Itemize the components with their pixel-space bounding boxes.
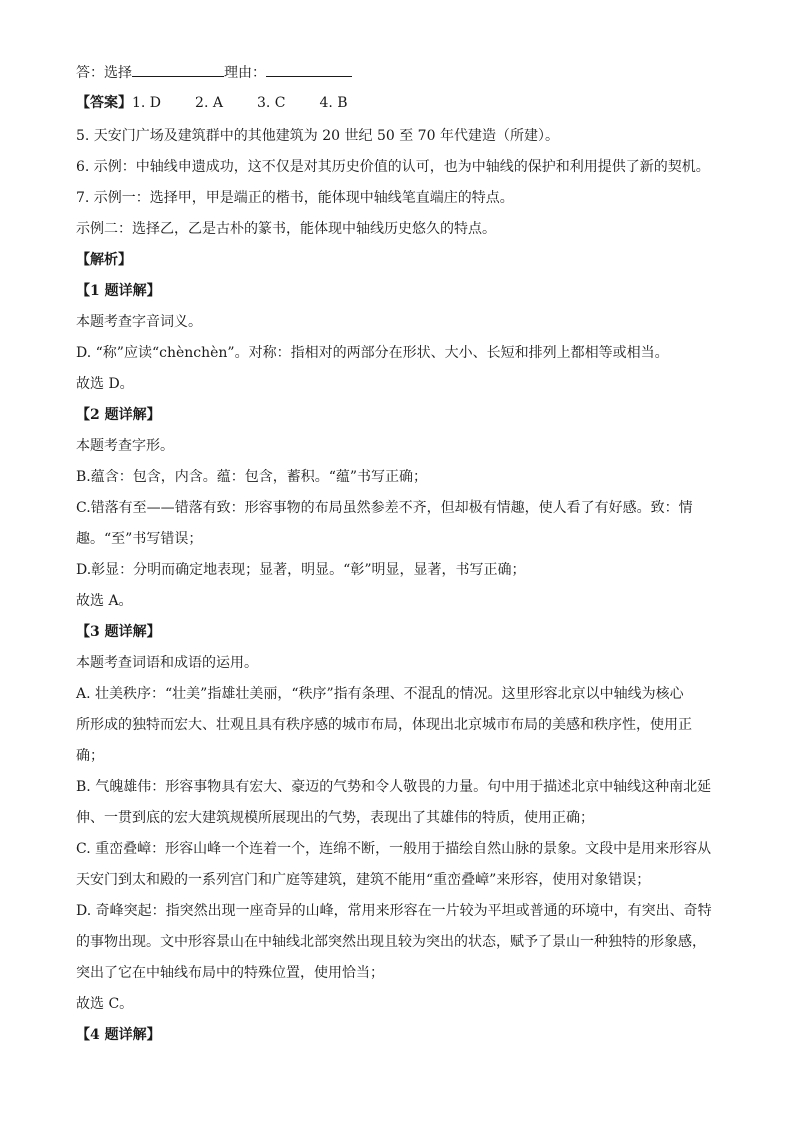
answer-3: 3. C: [256, 95, 286, 111]
text-line: 所形成的独特而宏大、壮观且具有秩序感的城市布局，体现出北京城市布局的美感和秩序性，使用正: [76, 717, 692, 733]
text-line: D. “称”应读“chènchèn”。对称：指相对的两部分在形状、大小、长短和排列上都相等或相当。: [76, 345, 669, 361]
answer-1: 1. D: [132, 95, 162, 111]
section-header: 【4 题详解】: [76, 1027, 161, 1043]
answers-line: [76, 93, 726, 113]
section-header: 【2 题详解】: [76, 407, 161, 423]
text-line: B. 气魄雄伟：形容事物具有宏大、豪迈的气势和令人敬畏的力量。句中用于描述北京中轴线这种南北延: [76, 779, 712, 795]
text-line: 7. 示例一：选择甲，甲是端正的楷书，能体现中轴线笔直端庄的特点。: [76, 190, 514, 206]
text-line: 故选 A。: [76, 593, 133, 609]
text-line: C.错落有至——错落有致：形容事物的布局虽然参差不齐，但却极有情趣，使人看了有好感。致：情: [76, 500, 693, 516]
text-line: 突出了它在中轴线布局中的特殊位置，使用恰当；: [76, 965, 384, 981]
answer-prompt-line: [76, 62, 726, 83]
text-line: 的事物出现。文中形容景山在中轴线北部突然出现且较为突出的状态，赋予了景山一种独特的形象感，: [76, 934, 706, 950]
text-line: 伸、一贯到底的宏大建筑规模所展现出的气势，表现出了其雄伟的特质，使用正确；: [76, 810, 594, 826]
answer-header: 【答案】: [76, 95, 132, 111]
section-header: 【3 题详解】: [76, 624, 161, 640]
text-line: B.蕴含：包含，内含。蕴：包含，蓄积。“蕴”书写正确；: [76, 469, 428, 485]
text-line: 确；: [76, 748, 104, 764]
text-line: 本题考查词语和成语的运用。: [76, 655, 258, 671]
text-line: 天安门到太和殿的一系列宫门和广庭等建筑，建筑不能用“重峦叠嶂”来形容，使用对象错误；: [76, 872, 651, 888]
answer-4: 4. B: [319, 95, 348, 111]
text-line: C. 重峦叠嶂：形容山峰一个连着一个，连绵不断，一般用于描绘自然山脉的景象。文段中是用来形容从: [76, 841, 712, 857]
text-line: 示例二：选择乙，乙是古朴的篆书，能体现中轴线历史悠久的特点。: [76, 221, 496, 237]
text-line: 本题考查字形。: [76, 438, 174, 454]
reason-blank: [266, 62, 352, 77]
text-line: D. 奇峰突起：指突然出现一座奇异的山峰，常用来形容在一片较为平坦或普通的环境中，有突出、奇特: [76, 903, 712, 919]
text-line: 5. 天安门广场及建筑群中的其他建筑为 20 世纪 50 至 70 年代建造（所建）。: [76, 128, 559, 144]
text-line: 趣。“至”书写错误；: [76, 531, 203, 547]
analysis-header: 【解析】: [76, 252, 132, 268]
reason-label: 理由：: [224, 65, 266, 81]
section-header: 【1 题详解】: [76, 283, 161, 299]
text-line: D.彰显：分明而确定地表现；显著，明显。“彰”明显，显著，书写正确；: [76, 562, 526, 578]
answer-2: 2. A: [195, 95, 223, 111]
text-line: 故选 C。: [76, 996, 134, 1012]
choice-blank: [132, 62, 224, 77]
text-line: 6. 示例：中轴线申遗成功，这不仅是对其历史价值的认可，也为中轴线的保护和利用提供了新的契机。: [76, 159, 710, 175]
text-line: 本题考查字音词义。: [76, 314, 202, 330]
text-line: A. 壮美秩序：“壮美”指雄壮美丽，“秩序”指有条理、不混乱的情况。这里形容北京以中轴线为核心: [76, 686, 684, 702]
answer-choice-label: 答：选择: [76, 65, 132, 81]
text-line: 故选 D。: [76, 376, 134, 392]
